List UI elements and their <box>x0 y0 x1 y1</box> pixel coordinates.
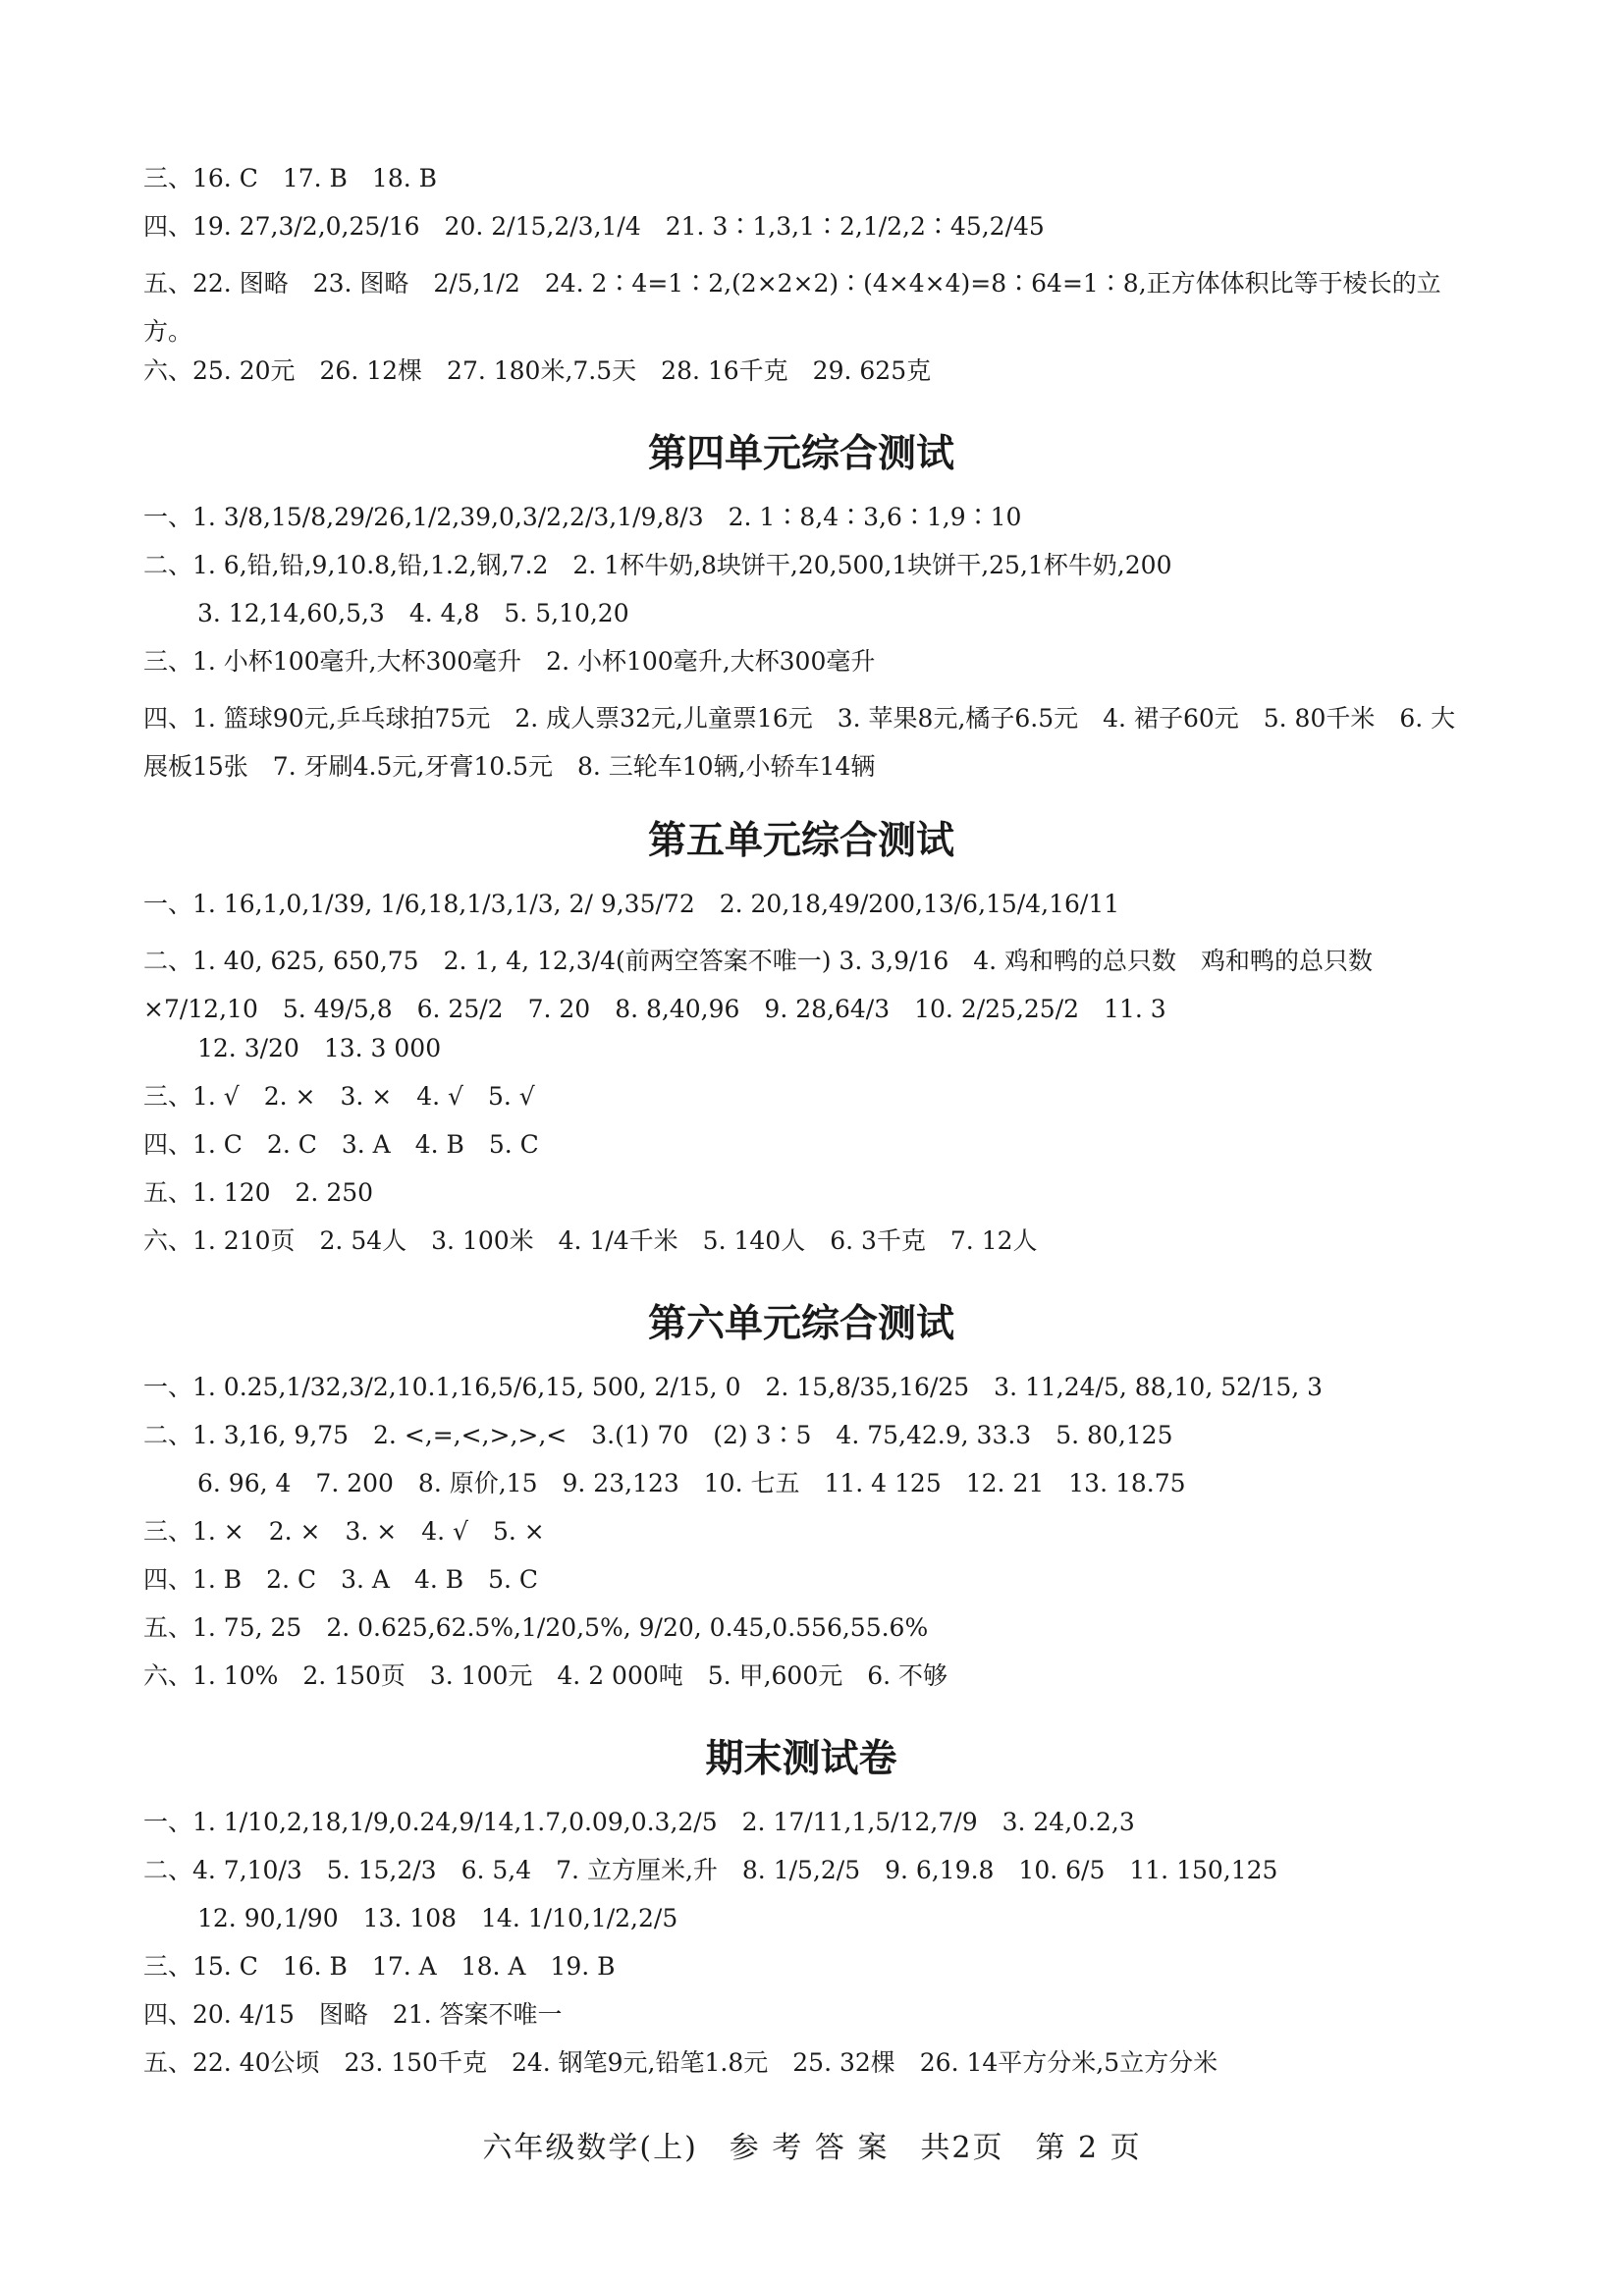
answer-line: 五、22. 40公顷 23. 150千克 24. 钢笔9元,铅笔1.8元 25. 32棵 26. 14平方分米,5立方分米 <box>143 2048 1218 2077</box>
answer-line: 三、1. 小杯100毫升,大杯300毫升 2. 小杯100毫升,大杯300毫升 <box>143 647 876 676</box>
answer-line: 二、1. 40, 625, 650,75 2. 1, 4, 12,3/4(前两空答案不唯一) 3. 3,9/16 4. 鸡和鸭的总只数 鸡和鸭的总只数×7/12,10 5. 49/5,8 6. 25/2 7. 20 8. 8,40,96 9. 28,64/3 10. 2/25,25/2 11. 3 <box>143 947 1374 1023</box>
answer-line: 一、1. 16,1,0,1/39, 1/6,18,1/3,1/3, 2/ 9,35/72 2. 20,18,49/200,13/6,15/4,16/11 <box>143 890 1120 918</box>
answer-line: 一、1. 0.25,1/32,3/2,10.1,16,5/6,15, 500, 2/15, 0 2. 15,8/35,16/25 3. 11,24/5, 88,10, 52/15, 3 <box>143 1373 1324 1401</box>
answer-line: 五、22. 图略 23. 图略 2/5,1/2 24. 2∶4=1∶2,(2×2×2)∶(4×4×4)=8∶64=1∶8,正方体体积比等于棱长的立方。 <box>143 269 1441 346</box>
answer-line: 三、15. C 16. B 17. A 18. A 19. B <box>143 1952 616 1981</box>
answer-line: 五、1. 75, 25 2. 0.625,62.5%,1/20,5%, 9/20, 0.45,0.556,55.6% <box>143 1613 929 1642</box>
answer-line: 6. 96, 4 7. 200 8. 原价,15 9. 23,123 10. 七五 11. 4 125 12. 21 13. 18.75 <box>197 1469 1186 1497</box>
answer-line: 四、1. 篮球90元,乒乓球拍75元 2. 成人票32元,儿童票16元 3. 苹果8元,橘子6.5元 4. 裙子60元 5. 80千米 6. 大展板15张 7. 牙刷4.5元,牙膏10.5元 8. 三轮车10辆,小轿车14辆 <box>143 704 1456 781</box>
answer-line: 三、1. × 2. × 3. × 4. √ 5. × <box>143 1517 545 1546</box>
section-heading: 第六单元综合测试 <box>647 1302 954 1346</box>
section-heading: 第四单元综合测试 <box>647 432 954 476</box>
answer-line: 3. 12,14,60,5,3 4. 4,8 5. 5,10,20 <box>197 599 629 627</box>
answer-line: 三、1. √ 2. × 3. × 4. √ 5. √ <box>143 1082 535 1111</box>
answer-line: 二、4. 7,10/3 5. 15,2/3 6. 5,4 7. 立方厘米,升 8. 1/5,2/5 9. 6,19.8 10. 6/5 11. 150,125 <box>143 1856 1278 1884</box>
answer-line: 一、1. 1/10,2,18,1/9,0.24,9/14,1.7,0.09,0.3,2/5 2. 17/11,1,5/12,7/9 3. 24,0.2,3 <box>143 1808 1135 1836</box>
page-footer: 六年级数学(上) 参 考 答 案 共2页 第 2 页 <box>482 2131 1142 2165</box>
answer-line: 五、1. 120 2. 250 <box>143 1178 374 1207</box>
answer-line: 四、19. 27,3/2,0,25/16 20. 2/15,2/3,1/4 21. 3∶1,3,1∶2,1/2,2∶45,2/45 <box>143 212 1045 241</box>
answer-line: 二、1. 6,铅,铅,9,10.8,铅,1.2,钢,7.2 2. 1杯牛奶,8块饼干,20,500,1块饼干,25,1杯牛奶,200 <box>143 551 1172 579</box>
answer-line: 二、1. 3,16, 9,75 2. <,=,<,>,>,< 3.(1) 70 (2) 3∶5 4. 75,42.9, 33.3 5. 80,125 <box>143 1421 1173 1449</box>
section-heading: 第五单元综合测试 <box>647 819 954 863</box>
section-heading: 期末测试卷 <box>705 1737 897 1781</box>
answer-line: 一、1. 3/8,15/8,29/26,1/2,39,0,3/2,2/3,1/9,8/3 2. 1∶8,4∶3,6∶1,9∶10 <box>143 503 1022 531</box>
answer-line: 四、20. 4/15 图略 21. 答案不唯一 <box>143 2000 563 2029</box>
answer-line: 三、16. C 17. B 18. B <box>143 164 437 192</box>
answer-line: 12. 90,1/90 13. 108 14. 1/10,1/2,2/5 <box>197 1904 678 1932</box>
answer-line: 12. 3/20 13. 3 000 <box>197 1034 442 1062</box>
answer-content <box>143 163 1459 2095</box>
answer-line: 四、1. B 2. C 3. A 4. B 5. C <box>143 1565 539 1594</box>
answer-line: 六、1. 10% 2. 150页 3. 100元 4. 2 000吨 5. 甲,600元 6. 不够 <box>143 1661 948 1690</box>
answer-line: 四、1. C 2. C 3. A 4. B 5. C <box>143 1130 539 1159</box>
answer-line: 六、1. 210页 2. 54人 3. 100米 4. 1/4千米 5. 140人 6. 3千克 7. 12人 <box>143 1226 1038 1255</box>
answer-line: 六、25. 20元 26. 12棵 27. 180米,7.5天 28. 16千克 29. 625克 <box>143 356 932 385</box>
